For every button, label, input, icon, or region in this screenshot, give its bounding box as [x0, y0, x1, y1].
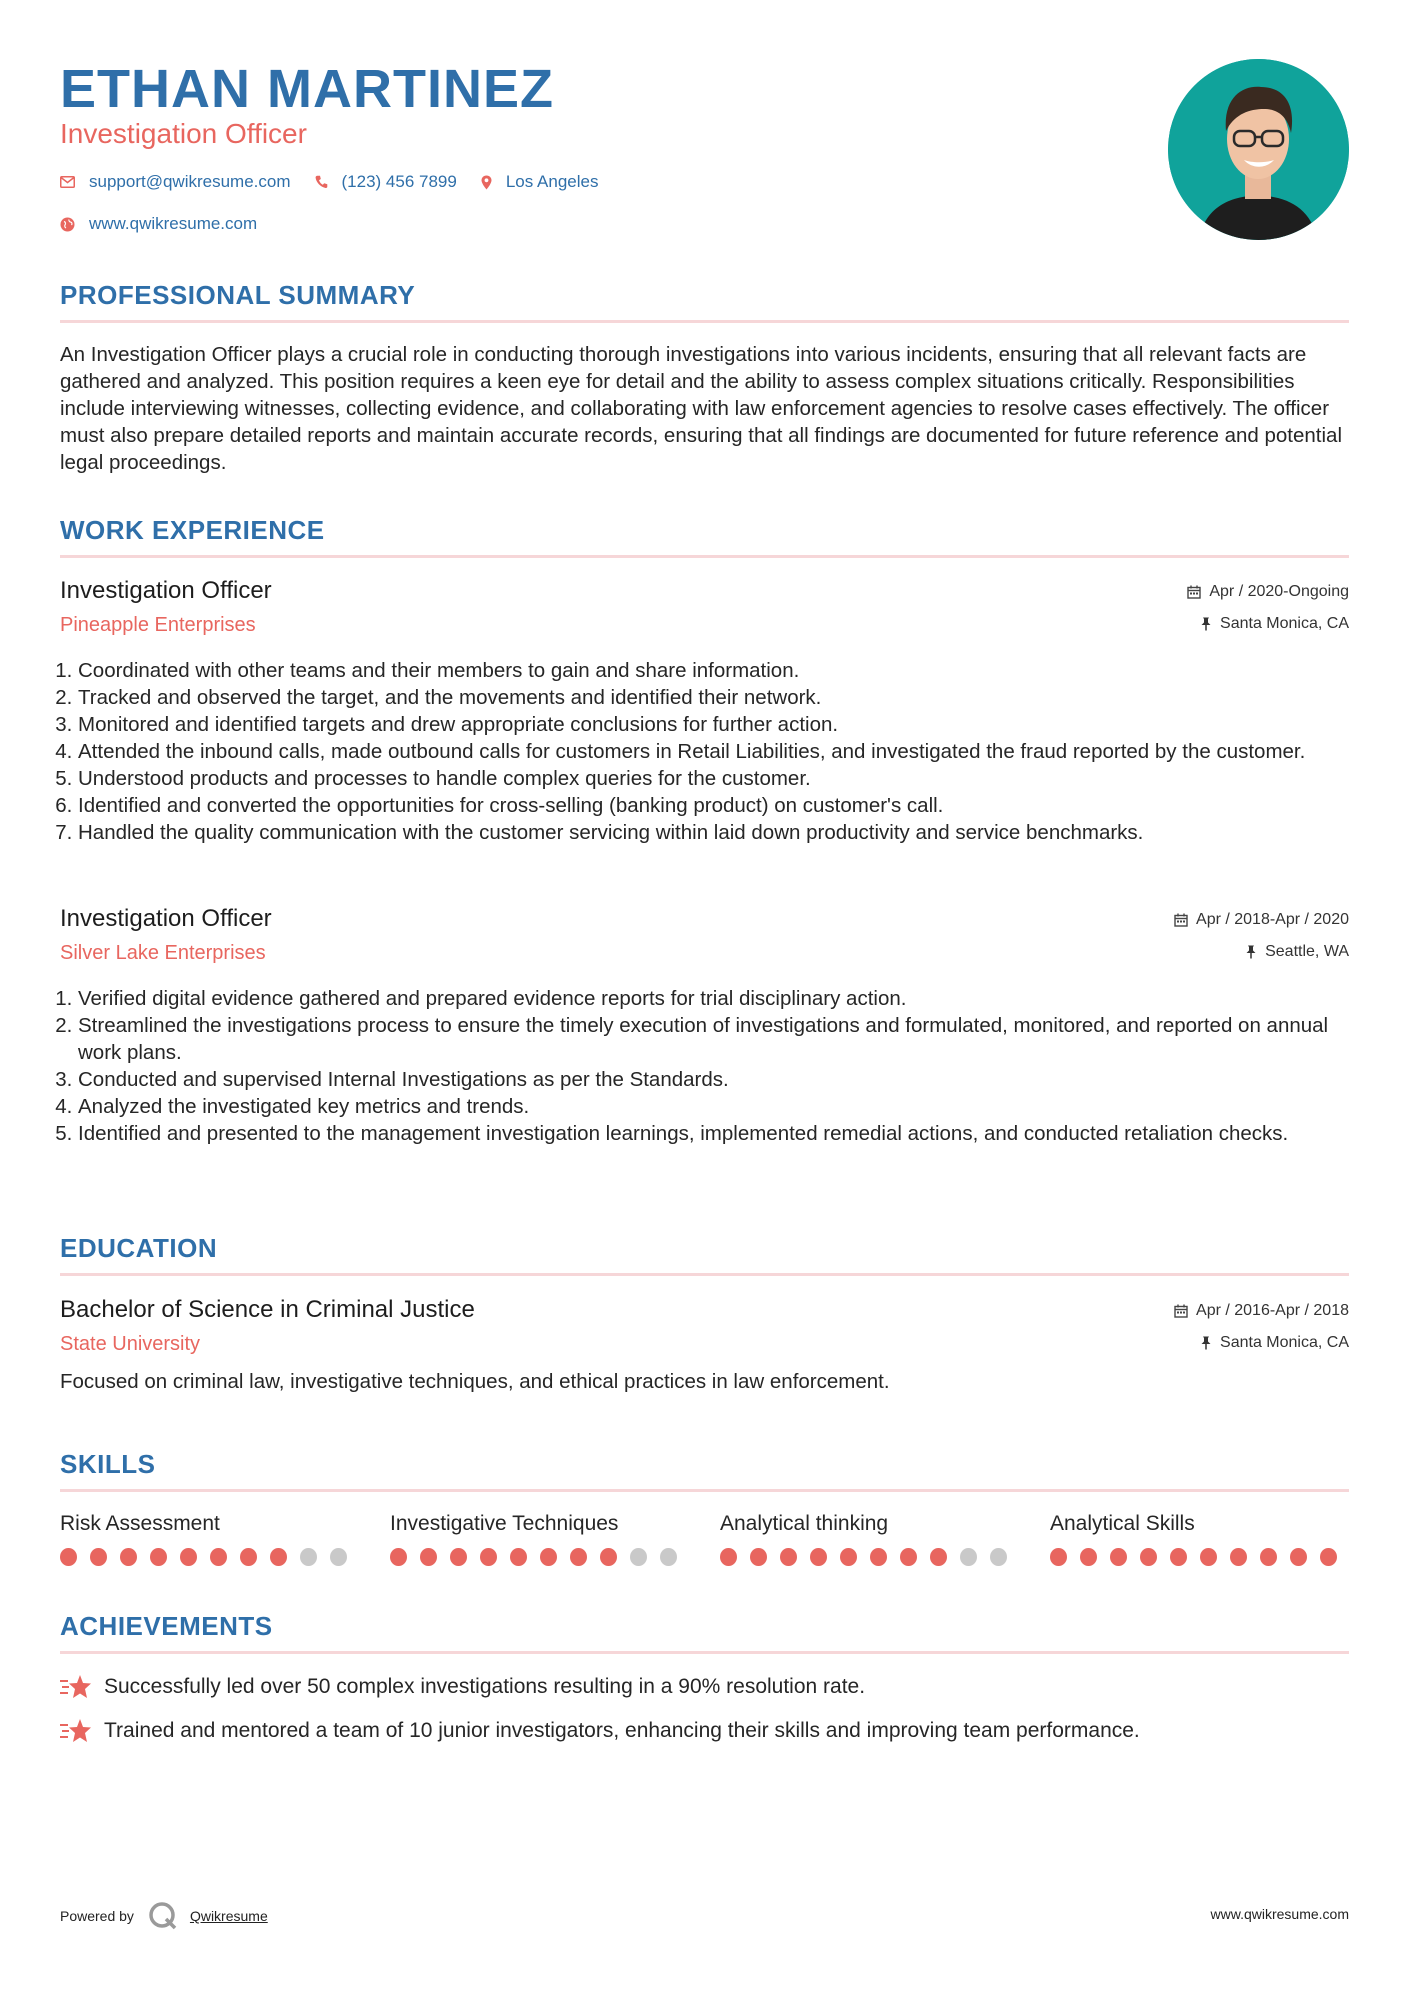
rating-dot-filled — [240, 1548, 257, 1566]
contact-location — [481, 172, 599, 192]
rating-dot-filled — [570, 1548, 587, 1566]
star-icon — [60, 1674, 92, 1700]
brand-link[interactable]: Qwikresume — [189, 1908, 268, 1924]
list-item: 2. Tracked and observed the target, and the movements and identified their network. — [78, 684, 1350, 711]
rating-dot-filled — [480, 1548, 497, 1566]
education-date-text: Apr / 2016-Apr / 2018 — [1196, 1302, 1349, 1319]
rating-dot-filled — [870, 1548, 887, 1566]
rating-dot-filled — [1230, 1548, 1247, 1566]
skill-item — [720, 1512, 1020, 1566]
rating-dot-filled — [390, 1548, 407, 1566]
rating-dot-filled — [1110, 1548, 1127, 1566]
profile-photo — [1168, 59, 1349, 240]
candidate-title: Investigation Officer — [60, 118, 307, 149]
rating-dot-filled — [720, 1548, 737, 1566]
rating-dot-filled — [810, 1548, 827, 1566]
rating-dot-filled — [840, 1548, 857, 1566]
achievement-item — [60, 1718, 1140, 1744]
skill-rating — [1050, 1548, 1350, 1566]
powered-by-text: Powered by — [60, 1908, 134, 1924]
skill-rating — [720, 1548, 1020, 1566]
pushpin-icon — [1245, 945, 1257, 959]
phone-text: (123) 456 7899 — [341, 172, 457, 191]
summary-section — [60, 280, 1349, 476]
experience-section — [60, 515, 1349, 558]
rating-dot-empty — [330, 1548, 347, 1566]
achievement-item — [60, 1674, 865, 1700]
job-company: Pineapple Enterprises — [60, 614, 256, 636]
skill-name: Analytical thinking — [720, 1512, 889, 1535]
list-item: 5. Identified and presented to the management investigation learnings, implemented remedial actions, and conducted retaliation checks. — [78, 1120, 1350, 1147]
email-text: support@qwikresume.com — [89, 172, 291, 191]
rating-dot-filled — [930, 1548, 947, 1566]
list-item: 6. Identified and converted the opportunities for cross-selling (banking product) on customer's call. — [78, 792, 1350, 819]
skill-rating — [390, 1548, 690, 1566]
summary-text: An Investigation Officer plays a crucial role in conducting thorough investigations into various incidents, ensuring that all relevant facts are gathered and analyzed. This position requires a keen eye for detail and the ability to assess complex situations critically. Responsibilities include interviewing witnesses, collecting evidence, and collaborating with law enforcement agencies to resolve cases effectively. The officer must also prepare detailed reports and maintain accurate records, ensuring that all findings are documented for future reference and potential legal proceedings. — [60, 343, 1343, 474]
list-item: 3. Monitored and identified targets and drew appropriate conclusions for further action. — [78, 711, 1350, 738]
degree-title: Bachelor of Science in Criminal Justice — [60, 1296, 475, 1323]
list-item: 4. Analyzed the investigated key metrics and trends. — [78, 1093, 1350, 1120]
job-title: Investigation Officer — [60, 577, 272, 604]
rating-dot-filled — [120, 1548, 137, 1566]
list-item: 7. Handled the quality communication with the customer servicing within laid down productivity and service benchmarks. — [78, 819, 1350, 846]
skills-heading: SKILLS — [60, 1449, 156, 1479]
rating-dot-filled — [750, 1548, 767, 1566]
job-date-text: Apr / 2020-Ongoing — [1209, 583, 1349, 600]
skill-rating — [60, 1548, 360, 1566]
job-title: Investigation Officer — [60, 905, 272, 932]
calendar-icon — [1174, 1304, 1188, 1318]
rating-dot-filled — [900, 1548, 917, 1566]
rating-dot-empty — [630, 1548, 647, 1566]
job-location-text: Santa Monica, CA — [1220, 615, 1349, 632]
education-heading: EDUCATION — [60, 1233, 218, 1263]
rating-dot-filled — [540, 1548, 557, 1566]
phone-icon — [315, 175, 328, 189]
achievement-text: Successfully led over 50 complex investigations resulting in a 90% resolution rate. — [104, 1675, 866, 1698]
education-section — [60, 1233, 1349, 1276]
education-description: Focused on criminal law, investigative techniques, and ethical practices in law enforcement. — [60, 1370, 890, 1393]
contact-email[interactable] — [60, 172, 291, 192]
candidate-name: ETHAN MARTINEZ — [60, 59, 554, 119]
rating-dot-filled — [270, 1548, 287, 1566]
contact-row-2 — [60, 214, 281, 234]
section-divider — [60, 1651, 1349, 1654]
rating-dot-empty — [960, 1548, 977, 1566]
job-duties-list — [60, 657, 1350, 846]
pushpin-icon — [1200, 617, 1212, 631]
list-item: 4. Attended the inbound calls, made outbound calls for customers in Retail Liabilities, and investigated the fraud reported by the customer. — [78, 738, 1350, 765]
website-text: www.qwikresume.com — [89, 214, 258, 233]
rating-dot-filled — [150, 1548, 167, 1566]
rating-dot-filled — [420, 1548, 437, 1566]
section-divider — [60, 320, 1349, 323]
job-date — [1174, 911, 1349, 929]
job-date — [1187, 583, 1349, 601]
rating-dot-filled — [510, 1548, 527, 1566]
contact-phone[interactable] — [315, 172, 457, 192]
school-name: State University — [60, 1333, 201, 1355]
map-pin-icon — [481, 175, 492, 190]
qwikresume-logo-icon — [148, 1901, 178, 1931]
rating-dot-filled — [780, 1548, 797, 1566]
skills-section — [60, 1449, 1349, 1492]
rating-dot-filled — [60, 1548, 77, 1566]
achievements-section — [60, 1611, 1349, 1654]
section-divider — [60, 1489, 1349, 1492]
rating-dot-filled — [600, 1548, 617, 1566]
rating-dot-empty — [660, 1548, 677, 1566]
experience-heading: WORK EXPERIENCE — [60, 515, 325, 545]
summary-heading: PROFESSIONAL SUMMARY — [60, 280, 416, 310]
job-duties-list — [60, 985, 1350, 1147]
education-date — [1174, 1302, 1349, 1320]
list-item: 1. Coordinated with other teams and their members to gain and share information. — [78, 657, 1350, 684]
avatar-illustration — [1168, 59, 1349, 240]
section-divider — [60, 555, 1349, 558]
footer-url[interactable]: www.qwikresume.com — [1210, 1906, 1349, 1922]
job-location — [1245, 943, 1349, 961]
job-location — [1200, 615, 1349, 633]
pushpin-icon — [1200, 1336, 1212, 1350]
rating-dot-filled — [210, 1548, 227, 1566]
job-location-text: Seattle, WA — [1265, 943, 1349, 960]
job-company: Silver Lake Enterprises — [60, 942, 266, 964]
calendar-icon — [1174, 913, 1188, 927]
skill-item — [60, 1512, 360, 1566]
achievements-heading: ACHIEVEMENTS — [60, 1611, 273, 1641]
rating-dot-filled — [1080, 1548, 1097, 1566]
footer-powered-by — [60, 1901, 268, 1931]
location-text: Los Angeles — [505, 172, 599, 191]
contact-row — [60, 172, 622, 192]
rating-dot-filled — [180, 1548, 197, 1566]
skill-item — [1050, 1512, 1350, 1566]
globe-icon — [60, 217, 75, 232]
skill-item — [390, 1512, 690, 1566]
rating-dot-filled — [1170, 1548, 1187, 1566]
education-location-text: Santa Monica, CA — [1220, 1334, 1349, 1351]
rating-dot-filled — [1320, 1548, 1337, 1566]
rating-dot-empty — [300, 1548, 317, 1566]
contact-website[interactable] — [60, 214, 257, 234]
section-divider — [60, 1273, 1349, 1276]
education-location — [1200, 1334, 1349, 1352]
star-icon — [60, 1718, 92, 1744]
rating-dot-empty — [990, 1548, 1007, 1566]
rating-dot-filled — [1260, 1548, 1277, 1566]
calendar-icon — [1187, 585, 1201, 599]
skill-name: Risk Assessment — [60, 1512, 220, 1535]
rating-dot-filled — [1290, 1548, 1307, 1566]
list-item: 5. Understood products and processes to handle complex queries for the customer. — [78, 765, 1350, 792]
job-date-text: Apr / 2018-Apr / 2020 — [1196, 911, 1349, 928]
rating-dot-filled — [1050, 1548, 1067, 1566]
email-icon — [60, 176, 75, 188]
list-item: 1. Verified digital evidence gathered and prepared evidence reports for trial disciplinary action. — [78, 985, 1350, 1012]
rating-dot-filled — [1200, 1548, 1217, 1566]
list-item: 2. Streamlined the investigations process to ensure the timely execution of investigations and formulated, monitored, and reported on annual work plans. — [78, 1012, 1350, 1066]
list-item: 3. Conducted and supervised Internal Investigations as per the Standards. — [78, 1066, 1350, 1093]
skill-name: Analytical Skills — [1050, 1512, 1195, 1535]
achievement-text: Trained and mentored a team of 10 junior investigators, enhancing their skills and improving team performance. — [104, 1719, 1140, 1742]
rating-dot-filled — [1140, 1548, 1157, 1566]
rating-dot-filled — [90, 1548, 107, 1566]
skill-name: Investigative Techniques — [390, 1512, 619, 1535]
rating-dot-filled — [450, 1548, 467, 1566]
